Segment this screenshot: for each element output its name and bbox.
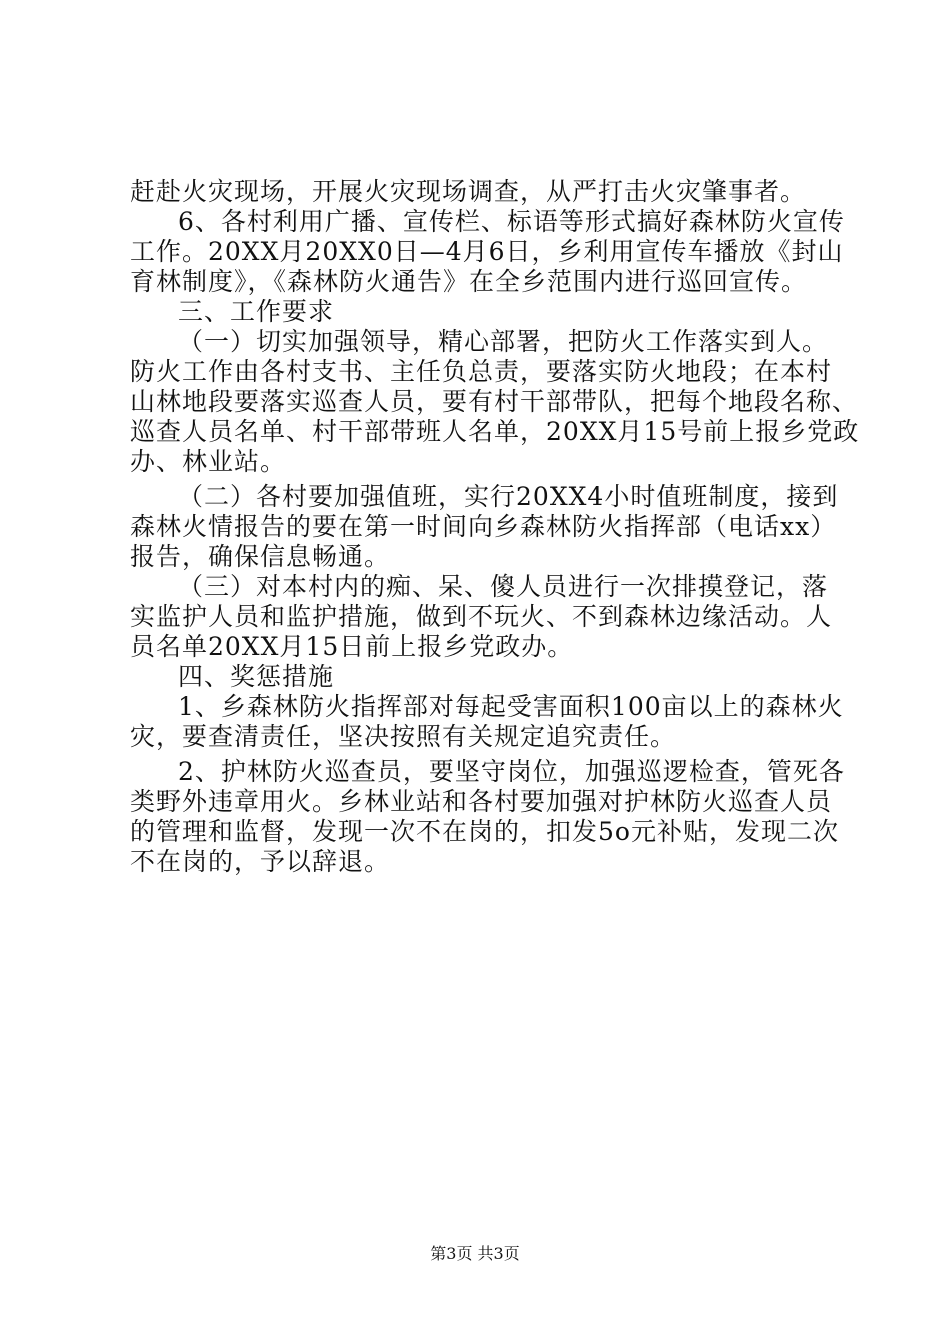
text-line: 不在岗的，予以辞退。 [130, 847, 391, 876]
text-line: 赶赴火灾现场，开展火灾现场调查，从严打击火灾肇事者。 [130, 177, 807, 206]
text-line: 森林火情报告的要在第一时间向乡森林防火指挥部（电话xx） [130, 512, 837, 541]
text-line: 2、护林防火巡查员，要坚守岗位，加强巡逻检查，管死各 [178, 757, 845, 786]
text-line: （二）各村要加强值班，实行20XX4小时值班制度，接到 [178, 482, 839, 511]
text-line: 类野外违章用火。乡林业站和各村要加强对护林防火巡查人员 [130, 787, 833, 816]
text-line: 育林制度》，《森林防火通告》在全乡范围内进行巡回宣传。 [130, 267, 808, 296]
text-line: 山林地段要落实巡查人员，要有村干部带队，把每个地段名称、 [130, 387, 859, 416]
section-heading: 四、奖惩措施 [178, 662, 335, 691]
text-line: （一）切实加强领导，精心部署，把防火工作落实到人。 [178, 327, 829, 356]
text-line: 办、林业站。 [130, 447, 287, 476]
text-line: 1、乡森林防火指挥部对每起受害面积100亩以上的森林火 [178, 692, 844, 721]
text-line: 实监护人员和监护措施，做到不玩火、不到森林边缘活动。人 [130, 602, 833, 631]
text-line: 6、各村利用广播、宣传栏、标语等形式搞好森林防火宣传 [178, 207, 845, 236]
text-line: 的管理和监督，发现一次不在岗的，扣发5o元补贴，发现二次 [130, 817, 839, 846]
text-line: 灾，要查清责任，坚决按照有关规定追究责任。 [130, 722, 677, 751]
section-heading: 三、工作要求 [178, 297, 335, 326]
text-line: 报告，确保信息畅通。 [130, 542, 391, 571]
text-line: 工作。20XX月20XX0日—4月6日，乡利用宣传车播放《封山 [130, 237, 844, 266]
text-line: 巡查人员名单、村干部带班人名单，20XX月15号前上报乡党政 [130, 417, 860, 446]
text-line: 防火工作由各村支书、主任负总责，要落实防火地段；在本村 [130, 357, 833, 386]
page-number-footer: 第3页 共3页 [430, 1244, 520, 1263]
text-line: （三）对本村内的痴、呆、傻人员进行一次排摸登记，落 [178, 572, 829, 601]
text-line: 员名单20XX月15日前上报乡党政办。 [130, 632, 574, 661]
